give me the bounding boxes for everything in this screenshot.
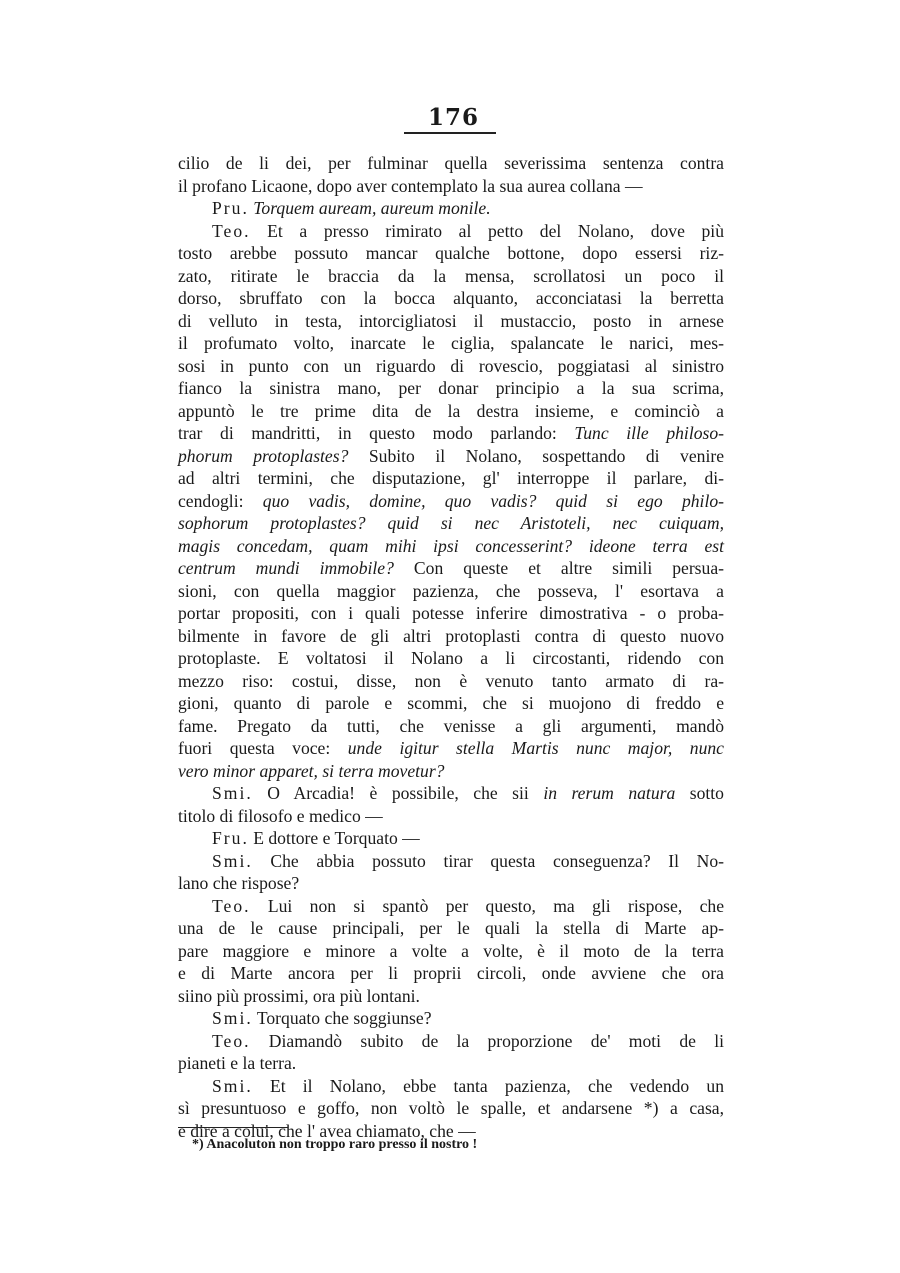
latin-quote: centrum mundi immobile?: [178, 558, 394, 578]
text-line: [178, 265, 724, 288]
text-run: sì presuntuoso e goffo, non voltò le spalle, et andarsene *) a casa,: [178, 1098, 724, 1118]
text-line: [178, 332, 724, 355]
text-run: Et a presso rimirato al petto del Nolano, dove più: [250, 220, 724, 241]
speaker-name: Smi.: [212, 1008, 253, 1028]
text-run: E dottore e Torquato —: [248, 828, 420, 848]
text-run: mezzo riso: costui, disse, non è venuto tanto armato di ra-: [178, 670, 724, 691]
text-line: [178, 760, 724, 783]
body-text: [178, 152, 724, 1142]
text-run: portar propositi, con i quali potesse inferire dimostrativa - o proba-: [178, 603, 724, 623]
text-run: gioni, quanto di parole e scommi, che si muojono di freddo e: [178, 693, 724, 713]
text-line: [178, 827, 724, 850]
text-run: il profano Licaone, dopo aver contemplato la sua aurea collana —: [178, 175, 643, 196]
text-run: Con queste et altre simili persua-: [393, 558, 724, 578]
text-line: [178, 535, 724, 558]
latin-quote: phorum protoplastes?: [178, 445, 349, 466]
footnote: *) Anacoluton non troppo raro presso il nostro !: [192, 1137, 478, 1152]
text-run: tosto arebbe possuto mancar qualche bottone, dopo essersi riz-: [178, 243, 724, 263]
latin-quote: quo vadis, domine, quo vadis? quid si ego philo-: [262, 490, 724, 511]
speaker-name: Smi.: [212, 783, 253, 803]
text-run: una de le cause principali, per le quali la stella di Marte ap-: [178, 918, 724, 938]
text-line: [178, 737, 724, 760]
text-line: [178, 962, 724, 985]
text-line: [178, 220, 724, 243]
text-line: [178, 805, 724, 828]
text-run: protoplaste. E voltatosi il Nolano a li circostanti, ridendo con: [178, 648, 724, 668]
text-line: [178, 422, 724, 445]
latin-quote: sophorum protoplastes? quid si nec Aristoteli, nec cuiquam,: [178, 513, 724, 533]
text-line: [178, 580, 724, 603]
text-run: e dire a colui, che l' avea chiamato, che —: [178, 1120, 476, 1141]
latin-quote: in rerum natura: [543, 783, 676, 803]
speaker-name: Teo.: [212, 895, 251, 916]
text-line: [178, 670, 724, 693]
text-line: [178, 895, 724, 918]
text-run: fame. Pregato da tutti, che venisse a gli argumenti, mandò: [178, 715, 724, 736]
text-line: [178, 917, 724, 940]
footnote-rule: [178, 1127, 288, 1128]
text-line: [178, 287, 724, 310]
latin-quote: magis concedam, quam mihi ipsi concesserint? ideone terra est: [178, 535, 724, 556]
text-line: [178, 490, 724, 513]
text-line: [178, 1052, 724, 1075]
text-line: [178, 625, 724, 648]
text-line: [178, 1007, 724, 1030]
text-line: [178, 1075, 724, 1098]
text-run: Subito il Nolano, sospettando di venire: [348, 445, 725, 466]
text-line: [178, 467, 724, 490]
latin-quote: unde igitur stella Martis nunc major, nunc: [347, 738, 724, 758]
text-run: fuori questa voce:: [178, 738, 348, 758]
text-run: zato, ritirate le braccia da la mensa, scrollatosi un poco il: [178, 265, 724, 286]
speaker-name: Fru.: [212, 828, 249, 848]
text-line: [178, 782, 724, 805]
text-run: di velluto in testa, intorcigliatosi il mustaccio, posto in arnese: [178, 310, 724, 331]
text-line: [178, 692, 724, 715]
text-line: [178, 152, 724, 175]
text-run: siino più prossimi, ora più lontani.: [178, 985, 420, 1006]
speaker-name: Teo.: [212, 220, 251, 241]
text-line: [178, 377, 724, 400]
text-line: [178, 310, 724, 333]
speaker-name: Smi.: [212, 1075, 253, 1096]
text-run: bilmente in favore de gli altri protoplasti contra di questo nuovo: [178, 625, 724, 646]
text-line: [178, 557, 724, 580]
text-run: Lui non si spantò per questo, ma gli rispose, che: [250, 895, 724, 916]
text-run: pare maggiore e minore a volte a volte, è il moto de la terra: [178, 940, 724, 961]
latin-quote: Torquem auream, aureum monile.: [253, 198, 491, 218]
text-run: titolo di filosofo e medico —: [178, 805, 383, 826]
text-line: [178, 197, 724, 220]
text-line: [178, 355, 724, 378]
text-run: Diamandò subito de la proporzione de' moti de li: [250, 1030, 724, 1051]
text-run: trar di mandritti, in questo modo parlando:: [178, 423, 575, 443]
text-run: O Arcadia! è possibile, che sii: [252, 783, 544, 803]
text-run: pianeti e la terra.: [178, 1053, 297, 1073]
text-run: e di Marte ancora per li proprii circoli, onde avviene che ora: [178, 963, 724, 983]
latin-quote: Tunc ille philoso-: [574, 423, 725, 443]
text-run: Torquato che soggiunse?: [252, 1008, 432, 1028]
text-line: [178, 242, 724, 265]
text-line: [178, 602, 724, 625]
text-run: appuntò le tre prime dita de la destra insieme, e cominciò a: [178, 400, 724, 421]
text-line: [178, 872, 724, 895]
text-run: Et il Nolano, ebbe tanta pazienza, che vedendo un: [252, 1075, 724, 1096]
text-run: dorso, sbruffato con la bocca alquanto, acconciatasi la berretta: [178, 288, 724, 308]
text-run: il profumato volto, inarcate le ciglia, spalancate le narici, mes-: [178, 333, 724, 353]
text-line: [178, 445, 724, 468]
text-line: [178, 400, 724, 423]
latin-quote: vero minor apparet, si terra movetur?: [178, 760, 445, 781]
text-line: [178, 850, 724, 873]
text-run: lano che rispose?: [178, 873, 300, 893]
text-run: fianco la sinistra mano, per donar principio a la sua scrima,: [178, 378, 724, 398]
speaker-name: Smi.: [212, 850, 253, 871]
text-run: sosi in punto con un riguardo di rovescio, poggiatasi al sinistro: [178, 355, 724, 376]
text-line: [178, 715, 724, 738]
text-line: [178, 985, 724, 1008]
text-line: [178, 175, 724, 198]
text-line: [178, 1097, 724, 1120]
text-run: Che abbia possuto tirar questa conseguenza? Il No-: [252, 850, 724, 871]
text-run: sotto: [675, 783, 724, 803]
text-line: [178, 512, 724, 535]
text-run: cilio de li dei, per fulminar quella severissima sentenza contra: [178, 153, 724, 173]
text-line: [178, 940, 724, 963]
speaker-name: Pru.: [212, 198, 249, 218]
text-line: [178, 647, 724, 670]
text-run: cendogli:: [178, 490, 263, 511]
text-line: [178, 1030, 724, 1053]
speaker-name: Teo.: [212, 1030, 251, 1051]
page-number: 176: [428, 104, 480, 131]
text-run: sioni, con quella maggior pazienza, che posseva, l' esortava a: [178, 580, 724, 601]
header-rule: [404, 132, 496, 134]
text-run: ad altri termini, che disputazione, gl' interroppe il parlare, di-: [178, 468, 724, 488]
